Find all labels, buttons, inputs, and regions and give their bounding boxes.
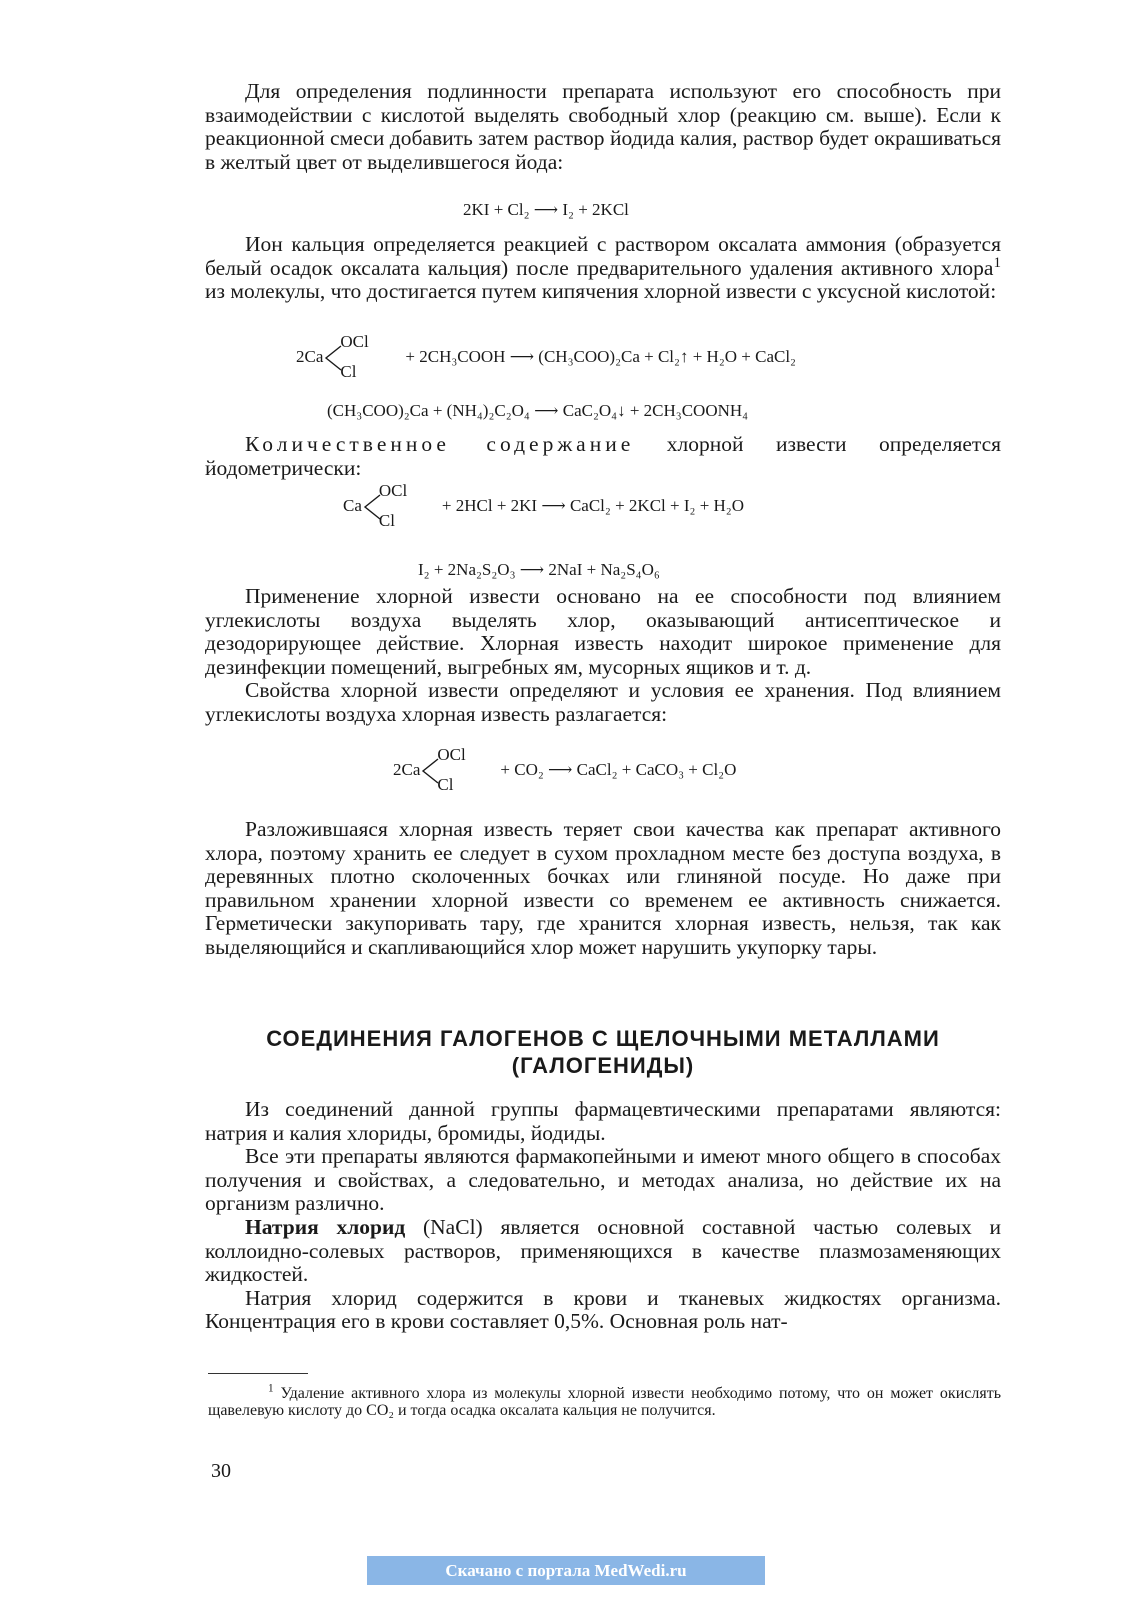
equation-iodometry-right: + 2HCl + 2KI ⟶ CaCl₂ + 2KCl + I₂ + H₂O: [441, 495, 745, 515]
equation-co2-branch: [420, 745, 466, 794]
equation-acetic-branch: [323, 332, 369, 381]
paragraph-blood: Натрия хлорид содержится в крови и тканевых жидкостях организма. Концентрация его в крови составляет 0,5%. Основная роль нат-: [205, 1285, 1001, 1334]
paragraph-calcium-ion: [205, 233, 1001, 304]
equation-iodometry-ocl: OCl: [378, 481, 408, 500]
paragraph-calcium-ion-a: Ион кальция определяется реакцией с раствором оксалата аммония (образуется белый осадок оксалата кальция) после предварительного удаления активного хлора: [205, 232, 1001, 280]
text-block-6: [205, 1098, 1001, 1334]
equation-thiosulfate: I₂ + 2Na₂S₂O₃ ⟶ 2NaI + Na₂S₄O₆: [418, 560, 660, 579]
equation-co2-ocl: OCl: [437, 745, 466, 764]
footnote: [208, 1382, 1001, 1419]
paragraph-decomposed: Разложившаяся хлорная известь теряет свои качества как препарат активного хлора, поэтому хранить ее следует в сухом прохладном месте без доступа воздуха, в деревянных плотно сколоченных бочках или глиняной посуде. Но даже при правильном хранении хлорной извести со временем ее активность снижается. Герметически закупоривать тару, где хранится хлорная известь, нельзя, так как выделяющийся и скапливающийся хлор может нарушить укупорку тары.: [205, 817, 1001, 959]
equation-acetic-cl: Cl: [340, 362, 357, 381]
equation-iodometry-branch: [362, 481, 408, 530]
equation-acetic-left: 2Ca: [296, 346, 324, 366]
section-heading-line1: СОЕДИНЕНИЯ ГАЛОГЕНОВ С ЩЕЛОЧНЫМИ МЕТАЛЛАМИ: [266, 1026, 940, 1051]
equation-iodometry-cl: Cl: [378, 511, 395, 530]
quantitative-spaced-text: Количественное содержание: [245, 432, 635, 456]
text-block-5: [205, 818, 1001, 960]
paragraph-compounds: Из соединений данной группы фармацевтическими препаратами являются: натрия и калия хлориды, бромиды, йодиды.: [205, 1097, 1001, 1145]
equation-co2-cl: Cl: [437, 775, 454, 794]
section-heading: [205, 1025, 1001, 1079]
equation-iodometry: [343, 481, 745, 530]
footnote-divider: [208, 1373, 308, 1374]
paragraph-sodium-chloride: [205, 1216, 1001, 1287]
text-block-3: [205, 433, 1001, 480]
equation-co2-left: 2Ca: [393, 759, 421, 779]
quantitative-rest-text: хлорной извести определяется йодометрически:: [205, 432, 1001, 480]
section-heading-line2: (ГАЛОГЕНИДЫ): [511, 1053, 695, 1078]
paragraph-application: Применение хлорной извести основано на ее способности под влиянием углекислоты воздуха выделять хлор, оказывающий антисептическое и дезодорирующее действие. Хлорная известь находит широкое применение для дезинфекции помещений, выгребных ям, мусорных ящиков и т. д.: [205, 584, 1001, 679]
paragraph-authenticity: Для определения подлинности препарата используют его способность при взаимодействии с кислотой выделять свободный хлор (реакцию см. выше). Если к реакционной смеси добавить затем раствор йодида калия, раствор будет окрашиваться в желтый цвет от выделившегося йода:: [205, 79, 1001, 174]
page-number: 30: [211, 1460, 231, 1482]
equation-co2-right: + CO₂ ⟶ CaCl₂ + CaCO₃ + Cl₂O: [500, 759, 737, 779]
paragraph-quantitative: [205, 433, 1001, 480]
equation-iodometry-left: Ca: [343, 495, 362, 515]
equation-acetic-ocl: OCl: [340, 332, 369, 351]
sodium-chloride-bold: Натрия хлорид: [245, 1214, 406, 1239]
footnote-marker: 1: [993, 254, 1001, 271]
equation-acetic-right: + 2CH₃COOH ⟶ (CH₃COO)₂Ca + Cl₂↑ + H₂O + CaCl₂: [405, 346, 796, 366]
paragraph-storage: Свойства хлорной извести определяют и условия ее хранения. Под влиянием углекислоты воздуха хлорная известь разлагается:: [205, 678, 1001, 726]
sodium-chloride-rest: (NaCl) является основной составной частью солевых и коллоидно-солевых растворов, применяющихся в качестве плазмозаменяющих жидкостей.: [205, 1214, 1001, 1287]
text-block-1: [205, 80, 1001, 174]
text-block-4: [205, 585, 1001, 727]
equation-ki-cl2: 2KI + Cl₂ ⟶ I₂ + 2KCl: [463, 200, 629, 219]
equation-oxalate: (CH₃COO)₂Ca + (NH₄)₂C₂O₄ ⟶ CaC₂O₄↓ + 2CH₃COONH₄: [327, 401, 749, 420]
download-banner: Скачано с портала MedWedi.ru: [367, 1556, 765, 1585]
footnote-text: Удаление активного хлора из молекулы хлорной извести необходимо потому, что он может окислять щавелевую кислоту до CO₂ и тогда осадка оксалата кальция не получится.: [208, 1385, 1001, 1419]
footnote-number: 1: [268, 1382, 274, 1395]
paragraph-pharmacopoeia: Все эти препараты являются фармакопейными и имеют много общего в способах получения и свойствах, а следовательно, и методах анализа, но действие их на организм различно.: [205, 1144, 1001, 1216]
paragraph-calcium-ion-b: из молекулы, что достигается путем кипячения хлорной извести с уксусной кислотой:: [205, 279, 997, 304]
equation-co2: [393, 745, 737, 794]
text-block-2: [205, 233, 1001, 304]
equation-acetic-acid: [296, 332, 796, 381]
footnote-paragraph: [208, 1382, 1001, 1419]
